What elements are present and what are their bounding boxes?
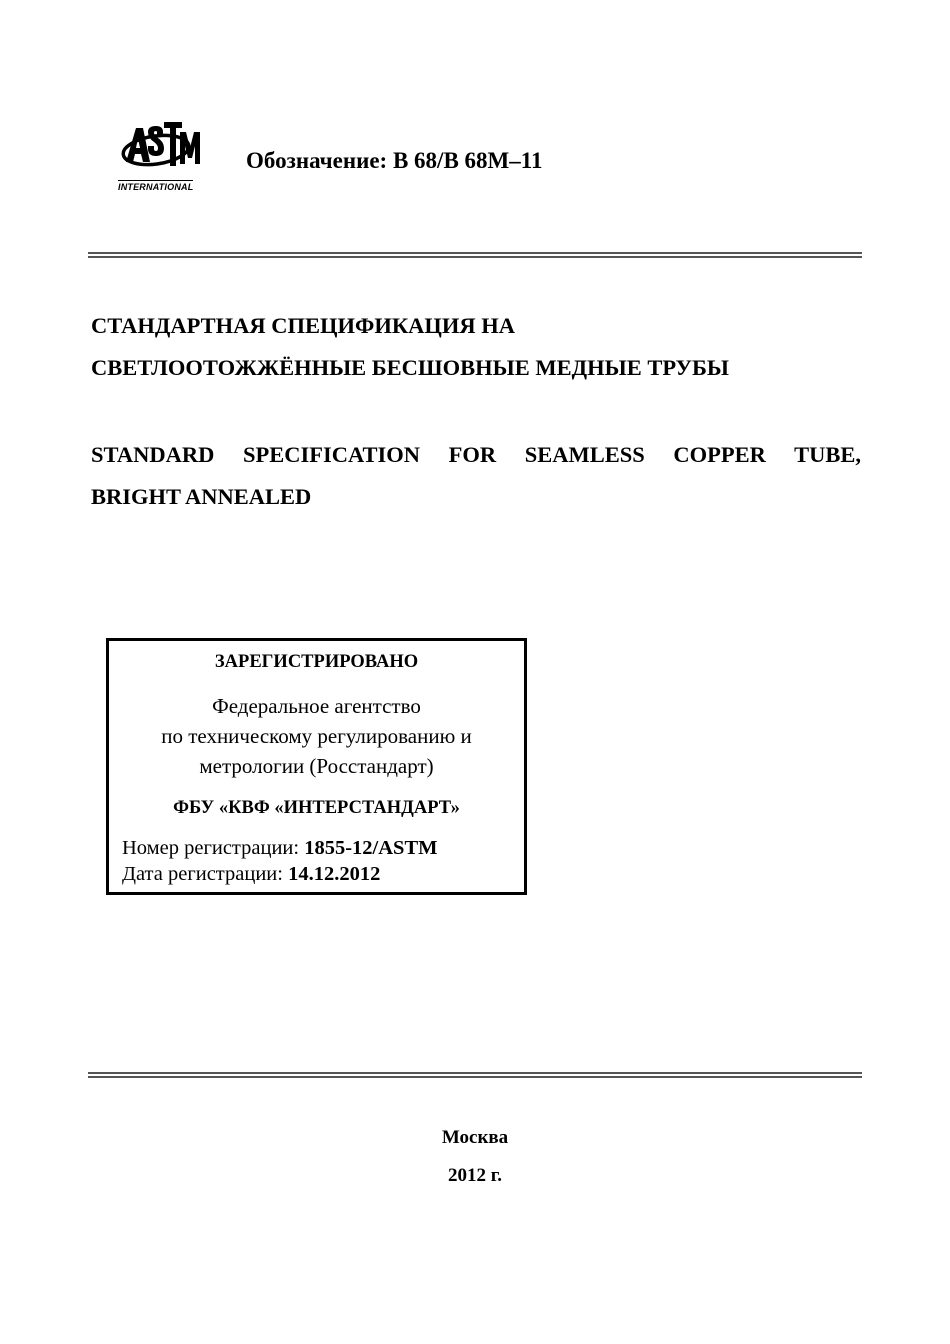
registration-organization: ФБУ «КВФ «ИНТЕРСТАНДАРТ» bbox=[173, 798, 460, 818]
registration-number bbox=[122, 837, 437, 860]
registration-date bbox=[122, 863, 380, 886]
registration-agency bbox=[109, 691, 524, 781]
registration-heading: ЗАРЕГИСТРИРОВАНО bbox=[214, 652, 419, 672]
title-english bbox=[91, 434, 861, 518]
registration-stamp bbox=[106, 638, 527, 895]
agency-line-3: метрологии (Росстандарт) bbox=[199, 754, 434, 778]
registration-number-label: Номер регистрации: bbox=[122, 837, 305, 859]
registration-date-value: 14.12.2012 bbox=[288, 863, 381, 885]
publication-year: 2012 г. bbox=[448, 1165, 502, 1186]
bottom-divider bbox=[88, 1072, 862, 1078]
title-ru-line-2: СВЕТЛООТОЖЖЁННЫЕ БЕСШОВНЫЕ МЕДНЫЕ ТРУБЫ bbox=[91, 355, 729, 380]
title-en-line-1: STANDARD SPECIFICATION FOR SEAMLESS COPPER TUBE, bbox=[91, 442, 861, 467]
document-designation: Обозначение: B 68/B 68M–11 bbox=[246, 148, 543, 173]
astm-logo bbox=[112, 118, 204, 198]
title-russian bbox=[91, 305, 861, 389]
title-ru-line-1: СТАНДАРТНАЯ СПЕЦИФИКАЦИЯ НА bbox=[91, 313, 516, 338]
top-divider bbox=[88, 252, 862, 258]
logo-subtext: INTERNATIONAL bbox=[118, 182, 194, 192]
registration-date-label: Дата регистрации: bbox=[122, 863, 289, 885]
title-en-line-2: BRIGHT ANNEALED bbox=[91, 484, 312, 509]
agency-line-2: по техническому регулированию и bbox=[161, 724, 472, 748]
registration-number-value: 1855-12/ASTM bbox=[304, 837, 438, 859]
agency-line-1: Федеральное агентство bbox=[212, 694, 421, 718]
publication-city: Москва bbox=[441, 1127, 509, 1148]
